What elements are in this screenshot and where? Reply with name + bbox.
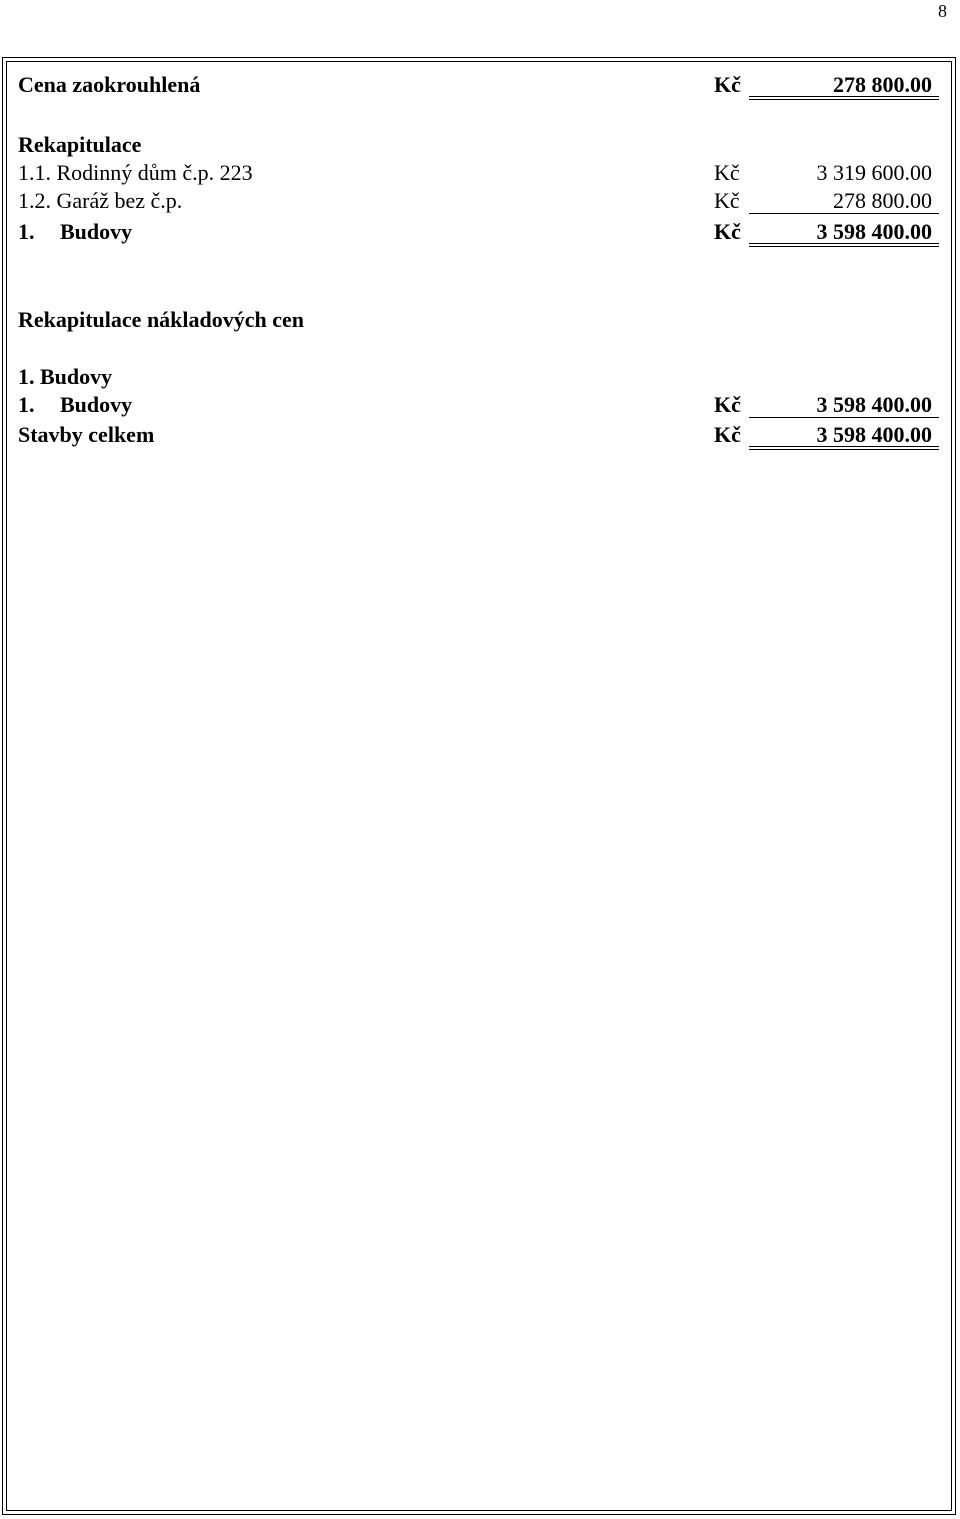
page-frame-inner	[6, 61, 952, 1511]
recap-title-row	[18, 130, 939, 160]
page-number: 8	[938, 1, 947, 21]
recap-total-name: Budovy	[60, 219, 133, 244]
recap-item-amount: 3 319 600.00	[816, 160, 932, 185]
cost-recap-row-label	[18, 390, 132, 420]
recap-total-row	[18, 217, 939, 247]
currency-label: Kč	[714, 392, 741, 417]
grand-total-label: Stavby celkem	[18, 422, 155, 447]
rounded-price-label: Cena zaokrouhlená	[18, 72, 201, 97]
recap-item-row	[18, 186, 939, 216]
recap-item-row	[18, 158, 939, 188]
currency-label: Kč	[714, 219, 741, 244]
single-underline	[749, 417, 939, 418]
recap-item-label: 1.1. Rodinný dům č.p. 223	[18, 160, 253, 185]
rounded-price-row	[18, 70, 939, 100]
recap-total-label	[18, 217, 132, 247]
recap-item-amount: 278 800.00	[833, 188, 932, 213]
recap-title: Rekapitulace	[18, 132, 142, 157]
recap-total-number: 1.	[18, 219, 35, 244]
currency-label: Kč	[714, 188, 740, 213]
rounded-price-amount: 278 800.00	[833, 72, 932, 97]
cost-recap-row-name: Budovy	[60, 392, 133, 417]
cost-recap-title: Rekapitulace nákladových cen	[18, 307, 305, 332]
cost-recap-title-row	[18, 305, 939, 335]
cost-recap-row	[18, 390, 939, 420]
currency-label: Kč	[714, 422, 741, 447]
recap-total-amount: 3 598 400.00	[816, 219, 932, 244]
double-underline	[749, 96, 939, 100]
cost-recap-group-heading: 1. Budovy	[18, 364, 113, 389]
cost-recap-row-amount: 3 598 400.00	[816, 392, 932, 417]
recap-item-label: 1.2. Garáž bez č.p.	[18, 188, 183, 213]
currency-label: Kč	[714, 160, 740, 185]
single-underline	[749, 213, 939, 214]
cost-recap-group-heading-row	[18, 362, 939, 392]
currency-label: Kč	[714, 72, 741, 97]
grand-total-row	[18, 420, 939, 450]
cost-recap-row-number: 1.	[18, 392, 35, 417]
double-underline	[749, 243, 939, 247]
grand-total-amount: 3 598 400.00	[816, 422, 932, 447]
double-underline	[749, 446, 939, 450]
